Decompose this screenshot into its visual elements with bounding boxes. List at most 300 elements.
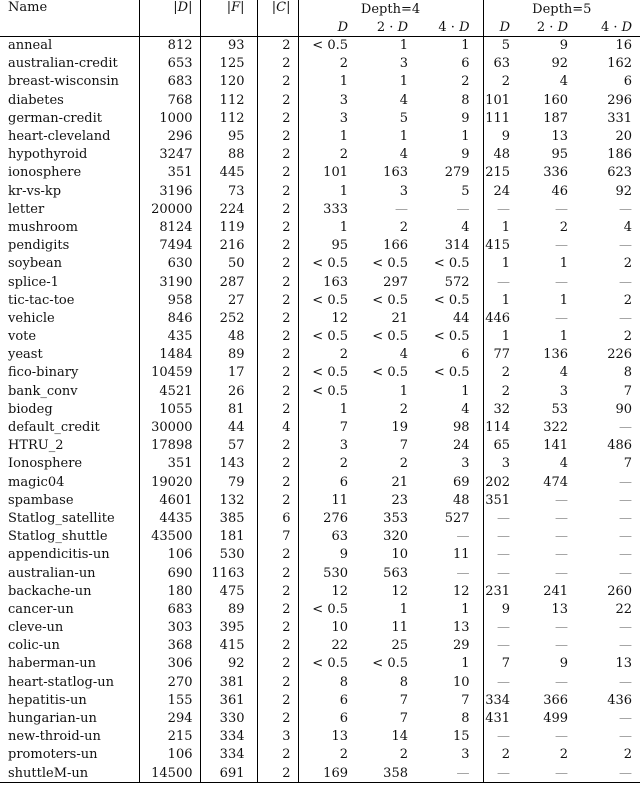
table-row <box>0 146 640 164</box>
value-cell: 88 <box>200 146 257 164</box>
value-cell: 366 <box>543 692 569 708</box>
value-cell: 296 <box>139 127 200 145</box>
value-cell: 21 <box>391 310 408 326</box>
value-cell: 3 <box>399 56 408 72</box>
value-cell: 111 <box>485 110 511 126</box>
table-row <box>0 328 640 346</box>
value-cell: 44 <box>200 418 257 436</box>
value-cell: 381 <box>200 673 257 691</box>
value-cell: 3 <box>339 438 348 454</box>
dataset-name-cell: fico-binary <box>0 364 139 382</box>
value-cell: 7 <box>623 383 633 399</box>
value-cell: 7 <box>399 438 408 454</box>
table-header <box>0 0 640 36</box>
dataset-name-cell: hepatitis-un <box>0 691 139 709</box>
value-cell: 314 <box>418 237 483 255</box>
value-cell: — <box>497 274 511 290</box>
value-cell: 2 <box>257 564 298 582</box>
value-cell: — <box>619 420 633 436</box>
value-cell: 125 <box>200 55 257 73</box>
value-cell: 2 <box>257 473 298 491</box>
value-cell: 226 <box>607 347 633 363</box>
value-cell: 81 <box>200 400 257 418</box>
value-cell: 2 <box>559 219 569 235</box>
value-cell: 3 <box>339 110 348 126</box>
value-cell: 3190 <box>139 273 200 291</box>
value-cell: 8 <box>418 91 483 109</box>
value-cell: 5 <box>501 38 511 54</box>
value-cell: 1163 <box>200 564 257 582</box>
value-cell: 252 <box>200 309 257 327</box>
value-cell: 1 <box>501 292 511 308</box>
value-cell: 2 <box>501 74 511 90</box>
value-cell: 1 <box>339 74 348 90</box>
value-cell: 334 <box>200 746 257 764</box>
value-cell: 7 <box>418 691 483 709</box>
table-row <box>0 55 640 73</box>
value-cell: — <box>619 547 633 563</box>
value-cell: 3 <box>399 183 408 199</box>
value-cell: 20 <box>615 129 633 145</box>
value-cell: 181 <box>200 528 257 546</box>
value-cell: 486 <box>607 438 633 454</box>
value-cell: 1000 <box>139 109 200 127</box>
table-body <box>0 36 640 783</box>
value-cell: — <box>619 274 633 290</box>
dataset-name-cell: anneal <box>0 36 139 55</box>
value-cell: 1 <box>559 292 569 308</box>
value-cell: 215 <box>139 728 200 746</box>
value-cell: 10 <box>418 673 483 691</box>
value-cell: — <box>619 674 633 690</box>
value-cell: 1 <box>399 74 408 90</box>
value-cell: 2 <box>257 382 298 400</box>
table-row <box>0 182 640 200</box>
value-cell: 333 <box>323 201 348 217</box>
value-cell: 4 <box>399 92 408 108</box>
value-cell: 1 <box>399 383 408 399</box>
value-cell: 4 <box>559 365 569 381</box>
value-cell: 19020 <box>139 473 200 491</box>
dataset-name-cell: mushroom <box>0 218 139 236</box>
value-cell: — <box>619 565 633 581</box>
value-cell: 48 <box>493 147 511 163</box>
value-cell: 69 <box>418 473 483 491</box>
value-cell: 2 <box>257 237 298 255</box>
value-cell: 8 <box>623 365 633 381</box>
value-cell: 106 <box>139 746 200 764</box>
value-cell: — <box>619 529 633 545</box>
table-row <box>0 237 640 255</box>
value-cell: 10459 <box>139 364 200 382</box>
value-cell: 2 <box>257 291 298 309</box>
value-cell: 25 <box>391 638 408 654</box>
value-cell: 3196 <box>139 182 200 200</box>
value-cell: 95 <box>331 238 348 254</box>
value-cell: 530 <box>200 546 257 564</box>
value-cell: 1484 <box>139 346 200 364</box>
value-cell: 13 <box>418 619 483 637</box>
value-cell: 395 <box>200 619 257 637</box>
value-cell: 9 <box>418 146 483 164</box>
table-row <box>0 273 640 291</box>
table-row <box>0 346 640 364</box>
value-cell: 1 <box>501 219 511 235</box>
value-cell: 1055 <box>139 400 200 418</box>
value-cell: 2 <box>257 600 298 618</box>
value-cell: 1 <box>339 219 348 235</box>
value-cell: — <box>555 674 569 690</box>
value-cell: 9 <box>559 656 569 672</box>
value-cell: — <box>497 510 511 526</box>
value-cell: < 0.5 <box>418 291 483 309</box>
table-row <box>0 309 640 327</box>
value-cell: 2 <box>257 491 298 509</box>
value-cell: 3 <box>418 455 483 473</box>
value-cell: — <box>497 674 511 690</box>
value-cell: 958 <box>139 291 200 309</box>
col-header-class-count: |C| <box>257 0 298 36</box>
value-cell: 2 <box>339 147 348 163</box>
value-cell: 29 <box>418 637 483 655</box>
value-cell: 2 <box>257 146 298 164</box>
value-cell: 8 <box>339 674 348 690</box>
value-cell: 2 <box>257 546 298 564</box>
dataset-name-cell: diabetes <box>0 91 139 109</box>
value-cell: 4 <box>257 418 298 436</box>
value-cell: 106 <box>139 546 200 564</box>
value-cell: 2 <box>257 346 298 364</box>
dataset-name-cell: pendigits <box>0 237 139 255</box>
value-cell: 358 <box>383 765 408 781</box>
value-cell: < 0.5 <box>312 601 348 617</box>
value-cell: 3247 <box>139 146 200 164</box>
value-cell: 4521 <box>139 382 200 400</box>
value-cell: — <box>619 201 633 217</box>
value-cell: 320 <box>383 529 408 545</box>
value-cell: 202 <box>485 474 511 490</box>
value-cell: 77 <box>493 347 511 363</box>
group-header-depth4: Depth=4 <box>298 0 483 19</box>
value-cell: 2 <box>257 36 298 55</box>
table-row <box>0 764 640 783</box>
value-cell: 187 <box>543 110 569 126</box>
dataset-name-cell: Ionosphere <box>0 455 139 473</box>
value-cell: 4 <box>559 456 569 472</box>
dataset-name-cell: german-credit <box>0 109 139 127</box>
value-cell: 53 <box>551 401 569 417</box>
value-cell: 1 <box>418 36 483 55</box>
value-cell: 768 <box>139 91 200 109</box>
value-cell: 2 <box>257 437 298 455</box>
value-cell: 48 <box>200 328 257 346</box>
value-cell: 63 <box>493 56 511 72</box>
value-cell: < 0.5 <box>312 292 348 308</box>
value-cell: 2 <box>257 328 298 346</box>
value-cell: 6 <box>257 509 298 527</box>
value-cell: 23 <box>391 492 408 508</box>
dataset-name-cell: hungarian-un <box>0 709 139 727</box>
dataset-name-cell: default_credit <box>0 418 139 436</box>
value-cell: 351 <box>139 455 200 473</box>
value-cell: 9 <box>418 109 483 127</box>
value-cell: — <box>619 765 633 781</box>
value-cell: 3 <box>339 92 348 108</box>
value-cell: 4 <box>399 347 408 363</box>
value-cell: 306 <box>139 655 200 673</box>
value-cell: 330 <box>200 709 257 727</box>
value-cell: 1 <box>339 183 348 199</box>
value-cell: 101 <box>323 165 348 181</box>
col-header-name: Name <box>0 0 139 36</box>
value-cell: 2 <box>257 309 298 327</box>
value-cell: — <box>555 201 569 217</box>
value-cell: 2 <box>501 383 511 399</box>
value-cell: — <box>619 510 633 526</box>
value-cell: 527 <box>418 509 483 527</box>
value-cell: 24 <box>493 183 511 199</box>
value-cell: 530 <box>323 565 348 581</box>
value-cell: — <box>619 620 633 636</box>
value-cell: 112 <box>200 109 257 127</box>
value-cell: 30000 <box>139 418 200 436</box>
dataset-name-cell: backache-un <box>0 582 139 600</box>
value-cell: 368 <box>139 637 200 655</box>
value-cell: 10 <box>391 547 408 563</box>
value-cell: 1 <box>418 655 483 673</box>
dataset-name-cell: Statlog_satellite <box>0 509 139 527</box>
table-row <box>0 473 640 491</box>
value-cell: 5 <box>418 182 483 200</box>
dataset-name-cell: promoters-un <box>0 746 139 764</box>
subheader-depth4-d: D <box>337 19 348 35</box>
value-cell: — <box>497 201 511 217</box>
value-cell: < 0.5 <box>418 328 483 346</box>
value-cell: 683 <box>139 600 200 618</box>
table-row <box>0 582 640 600</box>
value-cell: 446 <box>485 310 511 326</box>
value-cell: 2 <box>257 91 298 109</box>
value-cell: — <box>555 529 569 545</box>
value-cell: 1 <box>501 329 511 345</box>
value-cell: 812 <box>139 36 200 55</box>
value-cell: 17 <box>200 364 257 382</box>
table-row <box>0 509 640 527</box>
value-cell: 2 <box>257 764 298 783</box>
table-row <box>0 746 640 764</box>
value-cell: 93 <box>200 36 257 55</box>
dataset-name-cell: heart-statlog-un <box>0 673 139 691</box>
value-cell: 1 <box>399 38 408 54</box>
table-row <box>0 36 640 55</box>
value-cell: 166 <box>383 238 408 254</box>
value-cell: 846 <box>139 309 200 327</box>
table-row <box>0 255 640 273</box>
value-cell: 683 <box>139 73 200 91</box>
value-cell: 120 <box>200 73 257 91</box>
value-cell: 2 <box>501 747 511 763</box>
group-header-depth5: Depth=5 <box>532 2 592 17</box>
value-cell: 186 <box>607 147 633 163</box>
value-cell: 276 <box>323 510 348 526</box>
value-cell: 260 <box>607 583 633 599</box>
table-row <box>0 200 640 218</box>
value-cell: < 0.5 <box>312 365 348 381</box>
value-cell: 143 <box>200 455 257 473</box>
value-cell: 2 <box>399 219 408 235</box>
value-cell: 1 <box>418 600 483 618</box>
value-cell: 2 <box>559 747 569 763</box>
value-cell: 623 <box>607 165 633 181</box>
value-cell: 8 <box>418 709 483 727</box>
value-cell: — <box>497 765 511 781</box>
value-cell: 5 <box>399 110 408 126</box>
value-cell: 2 <box>257 364 298 382</box>
value-cell: 32 <box>493 401 511 417</box>
dataset-name-cell: bank_conv <box>0 382 139 400</box>
value-cell: — <box>619 238 633 254</box>
value-cell: < 0.5 <box>372 292 408 308</box>
table-row <box>0 400 640 418</box>
value-cell: 475 <box>200 582 257 600</box>
value-cell: 12 <box>331 583 348 599</box>
value-cell: — <box>418 528 483 546</box>
value-cell: 17898 <box>139 437 200 455</box>
value-cell: 12 <box>391 583 408 599</box>
value-cell: 2 <box>257 55 298 73</box>
dataset-name-cell: magic04 <box>0 473 139 491</box>
value-cell: 19 <box>391 420 408 436</box>
table-row <box>0 164 640 182</box>
dataset-name-cell: spambase <box>0 491 139 509</box>
value-cell: 98 <box>418 418 483 436</box>
value-cell: 653 <box>139 55 200 73</box>
value-cell: 334 <box>200 728 257 746</box>
table-row <box>0 637 640 655</box>
value-cell: 322 <box>543 420 569 436</box>
value-cell: 44 <box>418 309 483 327</box>
value-cell: 65 <box>493 438 511 454</box>
value-cell: — <box>555 765 569 781</box>
value-cell: < 0.5 <box>372 256 408 272</box>
col-header-feature-count: |F| <box>200 0 257 36</box>
value-cell: 73 <box>200 182 257 200</box>
subheader-depth5-4d: 4 · D <box>600 19 633 35</box>
value-cell: 95 <box>200 127 257 145</box>
value-cell: 2 <box>339 747 348 763</box>
value-cell: 1 <box>559 329 569 345</box>
value-cell: 3 <box>501 456 511 472</box>
table-row <box>0 73 640 91</box>
value-cell: 435 <box>139 328 200 346</box>
value-cell: 2 <box>623 747 633 763</box>
value-cell: — <box>619 474 633 490</box>
value-cell: 2 <box>339 347 348 363</box>
value-cell: — <box>619 310 633 326</box>
value-cell: 4 <box>418 400 483 418</box>
value-cell: 48 <box>418 491 483 509</box>
value-cell: 24 <box>418 437 483 455</box>
value-cell: — <box>395 201 408 217</box>
value-cell: 474 <box>543 474 569 490</box>
value-cell: 13 <box>551 129 569 145</box>
dataset-name-cell: ionosphere <box>0 164 139 182</box>
value-cell: 336 <box>543 165 569 181</box>
value-cell: 95 <box>551 147 569 163</box>
value-cell: 163 <box>383 165 408 181</box>
value-cell: 180 <box>139 582 200 600</box>
table-row <box>0 455 640 473</box>
value-cell: 9 <box>339 547 348 563</box>
table-row <box>0 218 640 236</box>
value-cell: 351 <box>485 492 511 508</box>
value-cell: 136 <box>543 347 569 363</box>
value-cell: 90 <box>615 401 633 417</box>
value-cell: 22 <box>331 638 348 654</box>
dataset-name-cell: colic-un <box>0 637 139 655</box>
value-cell: 2 <box>399 456 408 472</box>
value-cell: 155 <box>139 691 200 709</box>
value-cell: 14500 <box>139 764 200 783</box>
value-cell: 13 <box>551 601 569 617</box>
value-cell: 297 <box>383 274 408 290</box>
value-cell: 2 <box>623 292 633 308</box>
value-cell: 7 <box>501 656 511 672</box>
value-cell: — <box>418 564 483 582</box>
dataset-name-cell: heart-cleveland <box>0 127 139 145</box>
dataset-name-cell: australian-credit <box>0 55 139 73</box>
value-cell: 11 <box>391 620 408 636</box>
value-cell: 8 <box>399 674 408 690</box>
subheader-depth4-2d: 2 · D <box>376 19 408 35</box>
value-cell: — <box>497 529 511 545</box>
value-cell: 2 <box>257 200 298 218</box>
value-cell: < 0.5 <box>312 256 348 272</box>
table-row <box>0 528 640 546</box>
value-cell: 1 <box>399 129 408 145</box>
value-cell: 4 <box>418 218 483 236</box>
table-row <box>0 127 640 145</box>
value-cell: 2 <box>399 747 408 763</box>
value-cell: 2 <box>257 73 298 91</box>
value-cell: < 0.5 <box>312 38 348 54</box>
value-cell: 279 <box>418 164 483 182</box>
value-cell: 11 <box>331 492 348 508</box>
value-cell: — <box>555 547 569 563</box>
value-cell: 2 <box>257 655 298 673</box>
value-cell: 2 <box>501 365 511 381</box>
value-cell: 92 <box>200 655 257 673</box>
value-cell: 3 <box>418 746 483 764</box>
value-cell: 415 <box>485 238 511 254</box>
value-cell: 690 <box>139 564 200 582</box>
table-row <box>0 291 640 309</box>
value-cell: 2 <box>339 456 348 472</box>
dataset-name-cell: shuttleM-un <box>0 764 139 783</box>
value-cell: 231 <box>485 583 511 599</box>
value-cell: 445 <box>200 164 257 182</box>
value-cell: 7 <box>399 692 408 708</box>
value-cell: 572 <box>418 273 483 291</box>
table-row <box>0 546 640 564</box>
value-cell: 294 <box>139 709 200 727</box>
value-cell: 351 <box>139 164 200 182</box>
value-cell: 12 <box>331 310 348 326</box>
value-cell: 6 <box>339 692 348 708</box>
table-row <box>0 564 640 582</box>
table-row <box>0 709 640 727</box>
value-cell: 2 <box>257 709 298 727</box>
